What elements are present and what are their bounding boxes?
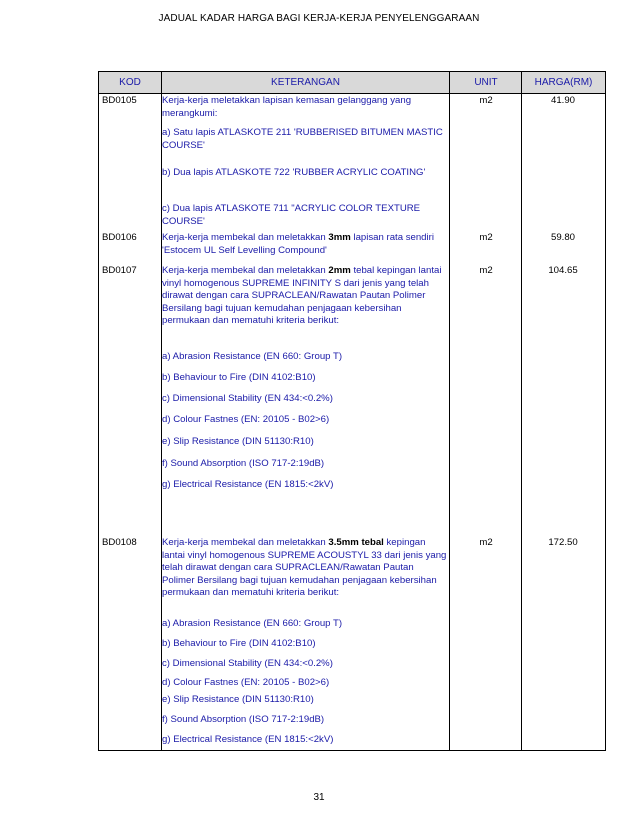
row-subitem: d) Colour Fastnes (EN: 20105 - B02>6) — [162, 414, 330, 425]
column-divider — [449, 72, 450, 750]
table-header — [99, 72, 605, 94]
row-subitem: c) Dua lapis ATLASKOTE 711 "ACRYLIC COLOR TEXTURE COURSE' — [162, 203, 421, 227]
row-subitem: f) Sound Absorption (ISO 717-2:19dB) — [162, 714, 325, 725]
row-description: Kerja-kerja membekal dan meletakkan 3mm lapisan rata sendiri 'Estocem UL Self Levelling Compound' — [162, 232, 434, 256]
row-harga: 104.65 — [548, 265, 578, 276]
row-description: Kerja-kerja membekal dan meletakkan 2mm tebal kepingan lantai vinyl homogenous SUPREME INFINITY S dari jenis yang telah dirawat dengan cara SUPRACLEAN/Rawatan Pautan Polimer Bersilang bagi tujuan kemudahan penjagaan kebersihan permukaan dan mematuhi kriteria berikut: — [162, 265, 442, 327]
row-kod: BD0107 — [102, 265, 137, 276]
row-harga: 59.80 — [550, 232, 575, 243]
row-subitem: c) Dimensional Stability (EN 434:<0.2%) — [162, 393, 333, 404]
row-subitem: b) Dua lapis ATLASKOTE 722 'RUBBER ACRYLIC COATING' — [162, 167, 426, 178]
header-unit: UNIT — [474, 77, 498, 88]
row-subitem: a) Abrasion Resistance (EN 660: Group T) — [162, 618, 343, 629]
column-divider — [521, 72, 522, 750]
row-description: Kerja-kerja meletakkan lapisan kemasan gelanggang yang merangkumi: — [162, 95, 412, 119]
row-description: Kerja-kerja membekal dan meletakkan 3.5mm tebal kepingan lantai vinyl homogenous SUPREME ACOUSTYL 33 dari jenis yang telah dirawat dengan cara SUPRACLEAN/Rawatan Pautan Polimer Bersilang bagi tujuan kemudahan penjagaan kebersihan permukaan dan mematuhi kriteria berikut: — [162, 537, 447, 599]
row-kod: BD0106 — [102, 232, 137, 243]
header-kod: KOD — [119, 77, 141, 88]
row-unit: m2 — [479, 265, 493, 276]
row-subitem: e) Slip Resistance (DIN 51130:R10) — [162, 436, 314, 447]
row-harga: 41.90 — [550, 95, 575, 106]
document-title: JADUAL KADAR HARGA BAGI KERJA-KERJA PENYELENGGARAAN — [158, 13, 480, 24]
row-subitem: g) Electrical Resistance (EN 1815:<2kV) — [162, 734, 334, 745]
row-subitem: c) Dimensional Stability (EN 434:<0.2%) — [162, 658, 333, 669]
row-unit: m2 — [479, 95, 493, 106]
row-harga: 172.50 — [548, 537, 578, 548]
row-subitem: g) Electrical Resistance (EN 1815:<2kV) — [162, 479, 334, 490]
row-kod: BD0108 — [102, 537, 137, 548]
row-subitem: d) Colour Fastnes (EN: 20105 - B02>6) — [162, 677, 330, 688]
row-unit: m2 — [479, 232, 493, 243]
row-subitem: f) Sound Absorption (ISO 717-2:19dB) — [162, 458, 325, 469]
row-subitem: a) Abrasion Resistance (EN 660: Group T) — [162, 351, 343, 362]
header-keterangan: KETERANGAN — [271, 77, 340, 88]
row-subitem: a) Satu lapis ATLASKOTE 211 'RUBBERISED BITUMEN MASTIC COURSE' — [162, 127, 443, 151]
row-subitem: b) Behaviour to Fire (DIN 4102:B10) — [162, 372, 316, 383]
row-subitem: b) Behaviour to Fire (DIN 4102:B10) — [162, 638, 316, 649]
row-kod: BD0105 — [102, 95, 137, 106]
row-subitem: e) Slip Resistance (DIN 51130:R10) — [162, 694, 314, 705]
page-number: 31 — [313, 792, 325, 803]
rate-table — [98, 71, 606, 751]
row-unit: m2 — [479, 537, 493, 548]
header-harga: HARGA(RM) — [534, 77, 593, 88]
